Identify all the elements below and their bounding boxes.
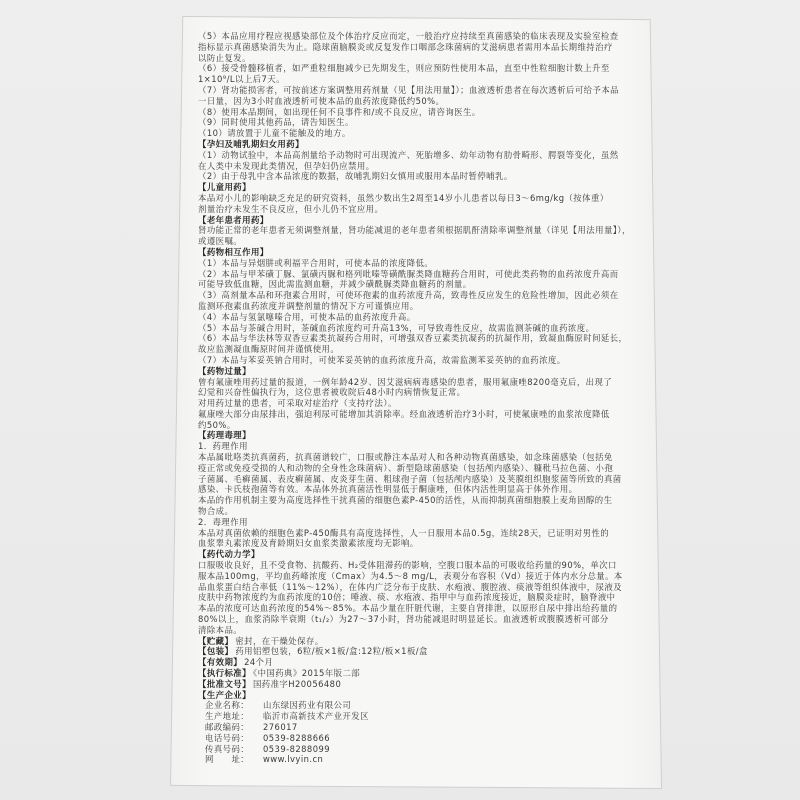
section-heading: 【执行标准】 bbox=[198, 668, 251, 679]
section-heading-line bbox=[198, 636, 642, 647]
field-label: 邮政编码： bbox=[205, 722, 250, 732]
text-line: 皮肤中药物浓度约为血药浓度的10倍；唾液、痰、水疱液、指甲中与血药浓度接近，脑膜炎症时，脑脊液中 bbox=[198, 592, 616, 603]
text-line: 血浆睾丸素浓度及育龄期妇女血浆类激素浓度均无影响。 bbox=[198, 538, 419, 549]
section-text: 密封，在干燥处保存。 bbox=[235, 635, 324, 646]
text-line: 监测环孢素血药浓度并调整剂量的情况下方可谨慎应用。 bbox=[198, 300, 419, 311]
manufacturer-info-row bbox=[198, 744, 642, 755]
insert-section bbox=[198, 636, 642, 647]
manufacturer-info-row bbox=[198, 700, 642, 711]
text-line: 本品属吡咯类抗真菌药，抗真菌谱较广，口服或静注本品对人和各种动物真菌感染，如念珠菌感染（包括免 bbox=[198, 452, 613, 463]
field-value: 临沂市高新技术产业开发区 bbox=[263, 711, 369, 722]
section-heading-line bbox=[198, 366, 642, 377]
text-line: 品血浆蛋白结合率低（11%～12%），在体内广泛分布于皮肤、水疱液、腹腔液、痰液等组织体液中，尿液及 bbox=[198, 581, 623, 592]
section-text: 药用铝塑包装，6粒/板×1板/盒:12粒/板×1板/盒 bbox=[235, 646, 428, 657]
text-line: 2．毒理作用 bbox=[198, 516, 248, 527]
section-heading: 【生产企业】 bbox=[198, 689, 251, 700]
section-heading-line bbox=[198, 549, 642, 560]
insert-section bbox=[198, 690, 642, 766]
field-value: 0539-8288666 bbox=[263, 732, 331, 743]
precautions-continued bbox=[198, 31, 642, 139]
text-line: 以防止复发。 bbox=[198, 52, 251, 63]
section-heading: 【药物过量】 bbox=[198, 365, 251, 376]
section-text: 24个月 bbox=[244, 657, 274, 668]
section-heading-line bbox=[198, 646, 642, 657]
text-line: 本品对小儿的影响缺乏充足的研究资料，虽然少数出生2周至14岁小儿患者以每日3～6mg/kg（按体重） bbox=[198, 192, 609, 203]
insert-section bbox=[198, 646, 642, 657]
text-line: 一日量，因为3小时血液透析可使本品的血药浓度降低约50%。 bbox=[198, 95, 445, 106]
insert-section bbox=[198, 668, 642, 679]
text-line: 感染、卡氏枝孢菌等有效。本品体外抗真菌活性明显低于酮康唑，但体内活性明显高于体外作用。 bbox=[198, 484, 578, 495]
field-label: 电话号码： bbox=[205, 732, 250, 743]
section-heading-line bbox=[198, 430, 642, 441]
text-line: （7）肾功能损害者，可按前述方案调整用药剂量（见【用法用量】）；血液透析患者在每次透析后可给予本品 bbox=[198, 84, 619, 95]
field-label: 企业名称： bbox=[205, 700, 250, 711]
section-heading-line bbox=[198, 657, 642, 668]
insert-section bbox=[198, 139, 642, 182]
package-insert-text bbox=[198, 31, 642, 765]
text-line: 疫正常或免疫受损的人和动物的全身性念珠菌病）、新型隐球菌感染（包括颅内感染）、糠秕马拉色菌、小孢 bbox=[198, 462, 614, 473]
manufacturer-info-row bbox=[198, 733, 642, 744]
field-label: 生产地址： bbox=[205, 711, 250, 722]
text-line: 幻觉和兴奋性偏执行为，这位患者被收院后48小时内病情恢复正常。 bbox=[198, 387, 466, 398]
section-heading: 【批准文号】 bbox=[198, 678, 251, 689]
manufacturer-info-row bbox=[198, 711, 642, 722]
section-heading: 【儿童用药】 bbox=[198, 182, 251, 193]
section-heading-line bbox=[198, 182, 642, 193]
insert-section bbox=[198, 215, 642, 247]
section-heading: 【药代动力学】 bbox=[198, 549, 260, 560]
text-line: 在人类中未发现此类情况，但孕妇仍应禁用。 bbox=[198, 160, 375, 171]
text-line: （9）同时使用其他药品，请告知医生。 bbox=[198, 117, 354, 128]
text-line: （3）高剂量本品和环孢素合用时，可使环孢素的血药浓度升高，致毒性反应发生的危险性增加，因此必须在 bbox=[198, 290, 619, 301]
text-line: （5）本品应用疗程应视感染部位及个体治疗反应而定，一般治疗应持续至真菌感染的临床表现及实验室检查 bbox=[198, 31, 619, 41]
text-line: 80%以上，血浆消除半衰期（t₁/₂）为27～37小时，肾功能减退时明显延长。血液透析或腹膜透析可部分 bbox=[198, 614, 609, 625]
text-line: 子菌属、毛癣菌属、表皮癣菌属、皮炎芽生菌、粗球孢子菌（包括颅内感染）及荚膜组织胞浆菌等所致的真菌 bbox=[198, 473, 622, 484]
field-label: 网 址： bbox=[205, 754, 250, 765]
section-heading: 【包装】 bbox=[198, 646, 234, 657]
text-line: 肾功能正常的老年患者无须调整剂量，肾功能减退的老年患者须根据肌酐清除率调整剂量（详见【用法用量】）， bbox=[198, 225, 631, 236]
section-heading-line bbox=[198, 247, 642, 258]
section-heading: 【贮藏】 bbox=[198, 635, 234, 646]
text-line: 指标显示真菌感染消失为止。隐球菌脑膜炎或反复发作口咽部念珠菌病的艾滋病患者需用本品长期维持治疗 bbox=[198, 41, 613, 52]
insert-section bbox=[198, 657, 642, 668]
insert-section bbox=[198, 366, 642, 431]
text-line: 可能导致低血糖，因此需监测血糖，并减少磺酰脲类降血糖药的剂量。 bbox=[198, 279, 472, 290]
text-line: （8）使用本品期间，如出现任何不良事件和/或不良反应，请咨询医生。 bbox=[198, 106, 481, 117]
text-line: （7）本品与苯妥英钠合用时，可使苯妥英钠的血药浓度升高，故需监测苯妥英钠的血药浓度。 bbox=[198, 354, 566, 365]
text-line: （6）本品与华法林等双香豆素类抗凝药合用时，可增强双香豆素类抗凝药的抗凝作用，致凝血酶原时间延长， bbox=[198, 333, 628, 344]
text-line: 或遵医嘱。 bbox=[198, 236, 243, 247]
text-line: （1）动物试验中，本品高剂量给予动物时可出现流产、死胎增多、幼年动物有肋骨畸形、腭裂等变化，虽然 bbox=[198, 149, 619, 160]
field-value: 276017 bbox=[263, 722, 298, 732]
section-text: 国药准字H20056480 bbox=[252, 678, 342, 689]
section-heading-line bbox=[198, 139, 642, 150]
text-line: 清除本品。 bbox=[198, 624, 243, 635]
section-heading-line bbox=[198, 668, 642, 679]
text-line: 约50%。 bbox=[198, 419, 236, 430]
text-line: （6）接受骨髓移植者，如严重粒细胞减少已先期发生，则应预防性使用本品，直至中性粒细胞计数上升至 bbox=[198, 63, 610, 74]
text-line: 服本品100mg，平均血药峰浓度（Cmax）为4.5～8 mg/L，表观分布容积（Vd）接近于体内水分总量。本 bbox=[198, 570, 623, 581]
section-heading: 【孕妇及哺乳期妇女用药】 bbox=[198, 138, 304, 149]
text-line: 本品的浓度可达血药浓度的54%～85%。本品少量在肝脏代谢，主要自肾排泄，以原形自尿中排出给药量的 bbox=[198, 603, 618, 614]
section-heading: 【药物相互作用】 bbox=[198, 246, 269, 257]
text-line: 剂量治疗未发生不良反应，但小儿仍不宜应用。 bbox=[198, 203, 384, 214]
text-line: （4）本品与氢氯噻嗪合用，可使本品的血药浓度升高。 bbox=[198, 311, 416, 322]
text-line: 口服吸收良好，且不受食物、抗酸药、H₂受体阻滞药的影响，空腹口服本品的可吸收给药量的90%，单次口 bbox=[198, 560, 617, 571]
text-line: （2）本品与甲苯磺丁脲、氯磺丙脲和格列吡嗪等磺酰脲类降血糖药合用时，可使此类药物的血药浓度升高而 bbox=[198, 268, 619, 279]
text-line: 故应监测凝血酶原时间并谨慎使用。 bbox=[198, 344, 340, 355]
manufacturer-info-row bbox=[198, 754, 642, 765]
field-value: 0539-8288099 bbox=[263, 743, 331, 754]
text-line: （10）请放置于儿童不能触及的地方。 bbox=[198, 128, 351, 139]
text-line: 本品的作用机制主要为高度选择性干扰真菌的细胞色素P-450的活性，从而抑制真菌细胞膜上麦角固醇的生 bbox=[198, 495, 613, 506]
text-line: 曾有氟康唑用药过量的报道，一例年龄42岁、因艾滋病病毒感染的患者，服用氟康唑8200毫克后，出现了 bbox=[198, 376, 613, 387]
section-heading: 【药理毒理】 bbox=[198, 430, 251, 441]
field-value: www.lvyin.cn bbox=[263, 754, 324, 765]
section-heading-line bbox=[198, 679, 642, 690]
section-heading: 【有效期】 bbox=[198, 657, 243, 668]
text-line: （1）本品与异烟肼或利福平合用时，可使本品的浓度降低。 bbox=[198, 257, 434, 268]
text-line: 1．药理作用 bbox=[198, 441, 248, 452]
insert-section bbox=[198, 679, 642, 690]
insert-section bbox=[198, 182, 642, 214]
text-line: 物合成。 bbox=[198, 506, 234, 517]
insert-section bbox=[198, 430, 642, 549]
manufacturer-info-row bbox=[198, 722, 642, 733]
insert-section bbox=[198, 247, 642, 366]
field-label: 传真号码： bbox=[205, 743, 250, 754]
insert-section bbox=[198, 549, 642, 635]
text-line: （5）本品与茶碱合用时，茶碱血药浓度约可升高13%，可导致毒性反应，故需监测茶碱的血药浓度。 bbox=[198, 322, 595, 333]
section-heading: 【老年患者用药】 bbox=[198, 214, 269, 225]
text-line: 本品对真菌依赖的细胞色素P-450酶具有高度选择性，人一日服用本品0.5g，连续28天，已证明对男性的 bbox=[198, 527, 610, 538]
text-line: 1×10⁹/L以上后7天。 bbox=[198, 74, 285, 85]
text-line: （2）由于母乳中含本品浓度的数据，故哺乳期妇女慎用或服用本品时暂停哺乳。 bbox=[198, 171, 513, 182]
section-heading-line bbox=[198, 215, 642, 226]
section-text: 《中国药典》2015年版二部 bbox=[252, 668, 361, 679]
text-line: 对用药过量的患者，可采取对症治疗（支持疗法）。 bbox=[198, 398, 397, 409]
section-heading-line bbox=[198, 690, 642, 701]
field-value: 山东绿因药业有限公司 bbox=[263, 700, 352, 711]
text-line: 氟康唑大部分由尿排出，强迫利尿可能增加其消除率。经血液透析治疗3小时，可使氟康唑的血浆浓度降低 bbox=[198, 408, 610, 419]
